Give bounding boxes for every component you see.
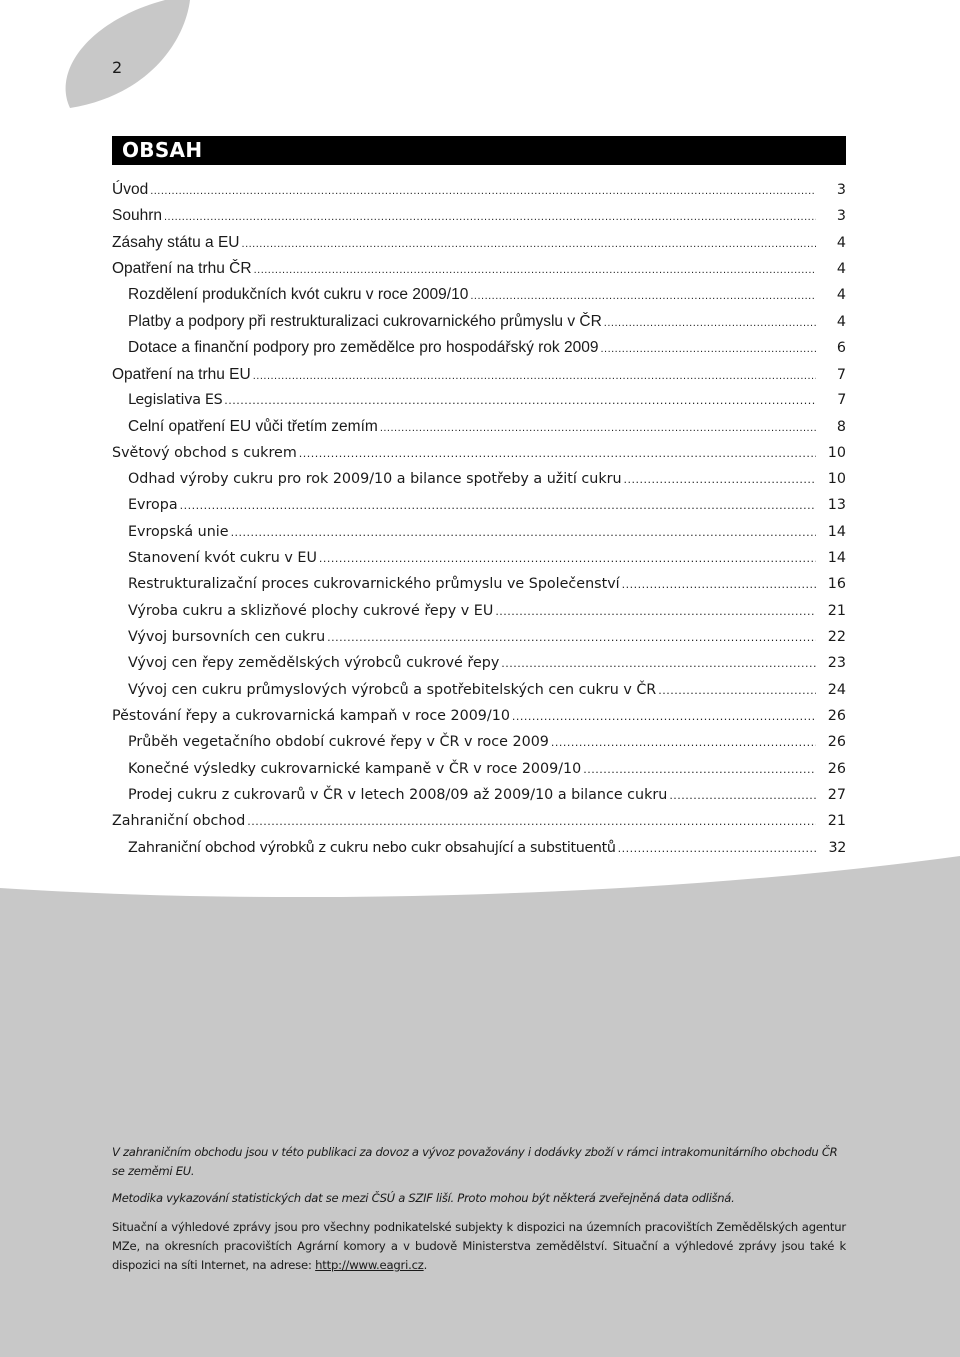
toc-entry-title: Pěstování řepy a cukrovarnická kampaň v roce 2009/10 — [112, 708, 510, 724]
toc-entry-page: 4 — [836, 287, 846, 304]
toc-entry[interactable] — [112, 181, 846, 203]
toc-dot-leader — [327, 631, 816, 644]
toc-entry-page: 13 — [827, 497, 846, 514]
toc-dot-leader — [224, 394, 816, 407]
toc-dot-leader — [604, 317, 816, 329]
toc-entry-page: 3 — [836, 208, 846, 225]
corner-leaf-shape — [66, 0, 190, 108]
toc-entry-title: Zahraniční obchod výrobků z cukru nebo cukr obsahující a substituentů — [128, 839, 616, 856]
toc-entry-page: 26 — [827, 760, 846, 777]
toc-entry-title: Zásahy státu a EU — [112, 233, 240, 251]
toc-entry-title: Legislativa ES — [128, 391, 223, 408]
eagri-link[interactable]: http://www.eagri.cz — [315, 1258, 424, 1272]
toc-entry-page: 24 — [827, 681, 846, 698]
toc-dot-leader — [231, 526, 816, 539]
note-foreign-trade: V zahraničním obchodu jsou v této publikaci za dovoz a vývoz považovány i dodávky zboží v rámci intrakomunitárního obchodu ČR se zeměmi EU. — [112, 1145, 838, 1178]
toc-entry-page: 32 — [828, 839, 846, 856]
toc-dot-leader — [669, 789, 816, 802]
toc-entry-page: 21 — [827, 813, 846, 830]
note-availability-end: . — [423, 1258, 428, 1272]
footer-notes — [112, 1143, 846, 1275]
toc-entry-page: 10 — [827, 444, 846, 461]
toc-entry[interactable] — [128, 550, 846, 572]
toc-dot-leader — [180, 499, 816, 512]
toc-entry[interactable] — [112, 366, 846, 388]
toc-heading: OBSAH — [122, 138, 203, 162]
toc-entry-page: 8 — [836, 419, 846, 436]
toc-entry-page: 22 — [827, 629, 846, 645]
note-methodology: Metodika vykazování statistických dat se mezi ČSÚ a SZIF liší. Proto mohou být některá zveřejněná data odlišná. — [112, 1191, 735, 1205]
toc-dot-leader — [254, 264, 816, 276]
toc-entry-title: Prodej cukru z cukrovarů v ČR v letech 2008/09 až 2009/10 a bilance cukru — [128, 787, 668, 804]
toc-dot-leader — [470, 290, 816, 302]
toc-entry-title: Opatření na trhu ČR — [112, 260, 252, 278]
toc-dot-leader — [242, 238, 816, 250]
toc-entry[interactable] — [128, 576, 846, 598]
toc-entry-title: Průběh vegetačního období cukrové řepy v ČR v roce 2009 — [128, 734, 549, 751]
toc-entry[interactable] — [112, 445, 846, 467]
bottom-wave-shape — [0, 856, 960, 1357]
toc-dot-leader — [164, 211, 816, 223]
toc-entry-title: Výroba cukru a sklizňové plochy cukrové řepy v EU — [128, 602, 494, 619]
toc-dot-leader — [495, 605, 816, 618]
toc-entry-title: Odhad výroby cukru pro rok 2009/10 a bilance spotřeby a užití cukru — [128, 470, 622, 487]
toc-entry-title: Celní opatření EU vůči třetím zemím — [128, 418, 378, 436]
toc-dot-leader — [150, 185, 816, 197]
toc-entry[interactable] — [112, 708, 846, 730]
toc-entry[interactable] — [128, 840, 846, 862]
toc-entry-page: 6 — [836, 340, 846, 357]
toc-dot-leader — [551, 736, 816, 749]
toc-entry-page: 26 — [827, 734, 846, 751]
toc-dot-leader — [299, 447, 816, 460]
toc-entry-title: Vývoj cen řepy zemědělských výrobců cukrové řepy — [128, 655, 500, 672]
toc-entry[interactable] — [128, 761, 846, 783]
toc-entry-page: 21 — [827, 602, 846, 619]
toc-entry-page: 27 — [827, 787, 846, 804]
toc-entry-page: 10 — [827, 470, 846, 487]
toc-entry[interactable] — [128, 471, 846, 493]
toc-dot-leader — [512, 710, 816, 723]
toc-entry-title: Evropa — [128, 497, 178, 514]
toc-entry-title: Rozdělení produkčních kvót cukru v roce 2009/10 — [128, 286, 469, 304]
toc-dot-leader — [600, 343, 816, 355]
toc-entry-title: Vývoj cen cukru průmyslových výrobců a spotřebitelských cen cukru v ČR — [128, 681, 657, 698]
toc-dot-leader — [253, 370, 816, 382]
page-number: 2 — [112, 58, 123, 77]
toc-entry[interactable] — [112, 813, 846, 835]
toc-dot-leader — [658, 684, 816, 697]
toc-entry[interactable] — [128, 603, 846, 625]
toc-entry-title: Stanovení kvót cukru v EU — [128, 549, 317, 566]
toc-entry[interactable] — [112, 234, 846, 256]
note-availability-text: Situační a výhledové zprávy jsou pro všechny podnikatelské subjekty k dispozici na územních pracovištích Zemědělských agentur MZe, na okresních pracovištích Agrární komory a v budově Ministerstva zemědělství. Situační a výhledové zprávy jsou také k dispozici na síti Internet, na adrese: — [112, 1220, 846, 1272]
toc-entry-page: 16 — [827, 576, 846, 593]
toc-entry-title: Zahraniční obchod — [112, 813, 246, 830]
toc-entry-page: 7 — [836, 366, 846, 383]
toc-dot-leader — [319, 552, 816, 565]
toc-entry-page: 3 — [836, 182, 846, 198]
toc-entry[interactable] — [128, 787, 846, 809]
toc-entry[interactable] — [128, 418, 846, 440]
toc-entry-title: Vývoj bursovních cen cukru — [128, 629, 326, 645]
toc-dot-leader — [622, 578, 816, 591]
toc-entry[interactable] — [128, 497, 846, 519]
toc-entry[interactable] — [128, 313, 846, 335]
toc-entry-title: Evropská unie — [128, 523, 229, 540]
toc-entry[interactable] — [128, 682, 846, 704]
toc-dot-leader — [624, 473, 816, 486]
toc-entry[interactable] — [128, 339, 846, 361]
toc-entry[interactable] — [112, 207, 846, 229]
toc-entry[interactable] — [128, 524, 846, 546]
toc-entry-page: 4 — [836, 234, 846, 251]
toc-entry-title: Konečné výsledky cukrovarnické kampaně v ČR v roce 2009/10 — [128, 760, 582, 777]
toc-entry-title: Světový obchod s cukrem — [112, 444, 297, 461]
toc-entry[interactable] — [128, 629, 846, 651]
toc-entry[interactable] — [128, 655, 846, 677]
toc-dot-leader — [380, 422, 816, 434]
toc-entry-page: 14 — [827, 549, 846, 566]
toc-entry-title: Dotace a finanční podpory pro zemědělce pro hospodářský rok 2009 — [128, 339, 599, 357]
note-availability — [112, 1218, 846, 1275]
toc-dot-leader — [618, 842, 816, 855]
toc-entry-title: Restrukturalizační proces cukrovarnického průmyslu ve Společenství — [128, 576, 620, 593]
toc-entry-page: 26 — [827, 708, 846, 724]
toc-entry[interactable] — [128, 392, 846, 414]
toc-entry[interactable] — [112, 260, 846, 282]
toc-entry[interactable] — [128, 286, 846, 308]
toc-entry-title: Opatření na trhu EU — [112, 365, 251, 383]
toc-dot-leader — [247, 815, 816, 828]
toc-entry-title: Souhrn — [112, 207, 162, 225]
toc-entry-title: Úvod — [112, 181, 149, 198]
toc-entry-page: 4 — [836, 313, 846, 330]
toc-entry-page: 4 — [836, 261, 846, 278]
toc-entry-title: Platby a podpory při restrukturalizaci cukrovarnického průmyslu v ČR — [128, 312, 602, 330]
toc-dot-leader — [583, 763, 816, 776]
toc-entry-page: 7 — [837, 391, 846, 408]
toc-entry[interactable] — [128, 734, 846, 756]
toc-entry-page: 14 — [827, 523, 846, 540]
toc-entry-page: 23 — [827, 655, 846, 672]
toc-dot-leader — [501, 657, 816, 670]
toc-header-bar — [112, 136, 846, 165]
